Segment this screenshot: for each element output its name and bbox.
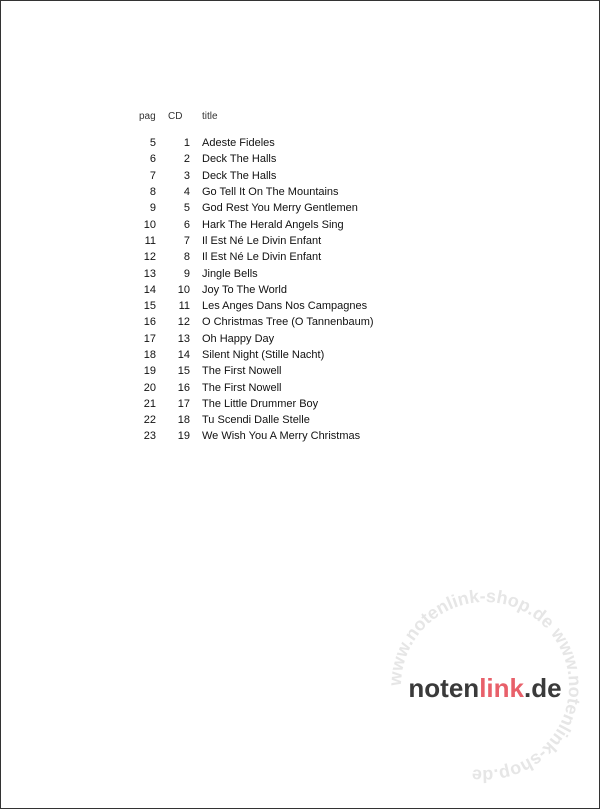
table-row [131,216,374,232]
cell-title: Hark The Herald Angels Sing [202,218,344,231]
table-row [131,200,374,216]
table-row [131,135,374,151]
table-row [131,151,374,167]
cell-pag: 12 [143,251,156,264]
cell-cd: 19 [177,430,190,443]
cell-title: The First Nowell [202,381,282,394]
cell-pag: 18 [143,349,156,361]
cell-title: Joy To The World [202,283,287,296]
cell-cd: 10 [177,283,190,296]
cell-title: Adeste Fideles [202,137,275,150]
cell-title: Il Est Né Le Divin Enfant [202,234,322,247]
cell-pag: 11 [144,234,156,247]
cell-cd: 6 [183,218,190,231]
watermark-center-text: notenlink.de [408,673,562,703]
cell-title: O Christmas Tree (O Tannenbaum) [202,316,374,329]
header-pag: pag [139,111,156,122]
cell-pag: 13 [143,267,156,280]
cell-pag: 22 [143,414,156,427]
watermark-logo [385,586,585,786]
cell-title: Silent Night (Stille Nacht) [202,349,325,361]
spacer-cell [131,127,374,135]
cell-pag: 17 [143,332,156,345]
cell-pag: 14 [143,283,156,296]
cell-title: Il Est Né Le Divin Enfant [202,251,322,264]
cell-pag: 19 [143,365,156,378]
cell-cd: 18 [177,414,190,427]
cell-title: Jingle Bells [202,267,258,280]
watermark-ring-text: www.notenlink-shop.de www.notenlink-shop.de [385,586,585,786]
cell-cd: 11 [178,300,190,313]
cell-title: Les Anges Dans Nos Campagnes [202,300,368,313]
table-row [131,396,374,412]
cell-title: We Wish You A Merry Christmas [202,430,361,443]
cell-pag: 5 [149,137,156,150]
header-title: title [202,111,218,122]
cell-pag: 7 [149,169,156,182]
table-row [131,282,374,298]
cell-title: God Rest You Merry Gentlemen [202,202,358,215]
contents-header-row [131,109,374,127]
cell-title: The Little Drummer Boy [202,397,319,410]
cell-cd: 5 [183,202,190,215]
table-row [131,412,374,428]
cell-pag: 9 [149,202,156,215]
cell-title: Go Tell It On The Mountains [202,186,339,199]
watermark-stamp [385,586,585,786]
cell-cd: 1 [183,137,190,150]
table-row [131,428,374,444]
header-cd: CD [168,111,183,122]
table-row [131,363,374,379]
cell-title: The First Nowell [202,365,282,378]
cell-pag: 23 [143,430,156,443]
cell-pag: 6 [149,153,156,166]
table-row [131,233,374,249]
cell-cd: 15 [177,365,190,378]
cell-title: Oh Happy Day [202,332,275,345]
cell-title: Tu Scendi Dalle Stelle [202,414,310,427]
cell-cd: 13 [177,332,190,345]
table-row [131,314,374,330]
cell-cd: 8 [183,251,190,264]
cell-cd: 9 [183,267,190,280]
table-row [131,249,374,265]
cell-pag: 15 [143,300,156,313]
cell-pag: 21 [143,397,156,410]
contents-body [131,127,374,445]
table-row [131,331,374,347]
cell-cd: 14 [177,349,190,361]
cell-cd: 4 [183,186,190,199]
table-row [131,379,374,395]
cell-cd: 12 [177,316,190,329]
cell-title: Deck The Halls [202,169,277,182]
cell-pag: 8 [149,186,156,199]
table-row [131,168,374,184]
cell-title: Deck The Halls [202,153,277,166]
cell-pag: 16 [143,316,156,329]
spacer-row [131,127,374,135]
cell-cd: 17 [177,397,190,410]
cell-pag: 20 [143,381,156,394]
table-row [131,265,374,281]
cell-cd: 16 [177,381,190,394]
table-row [131,347,374,363]
cell-cd: 7 [183,234,190,247]
table-row [131,298,374,314]
contents-table [131,109,374,445]
table-row [131,184,374,200]
cell-cd: 2 [183,153,190,166]
cell-pag: 10 [143,218,156,231]
cell-cd: 3 [183,169,190,182]
